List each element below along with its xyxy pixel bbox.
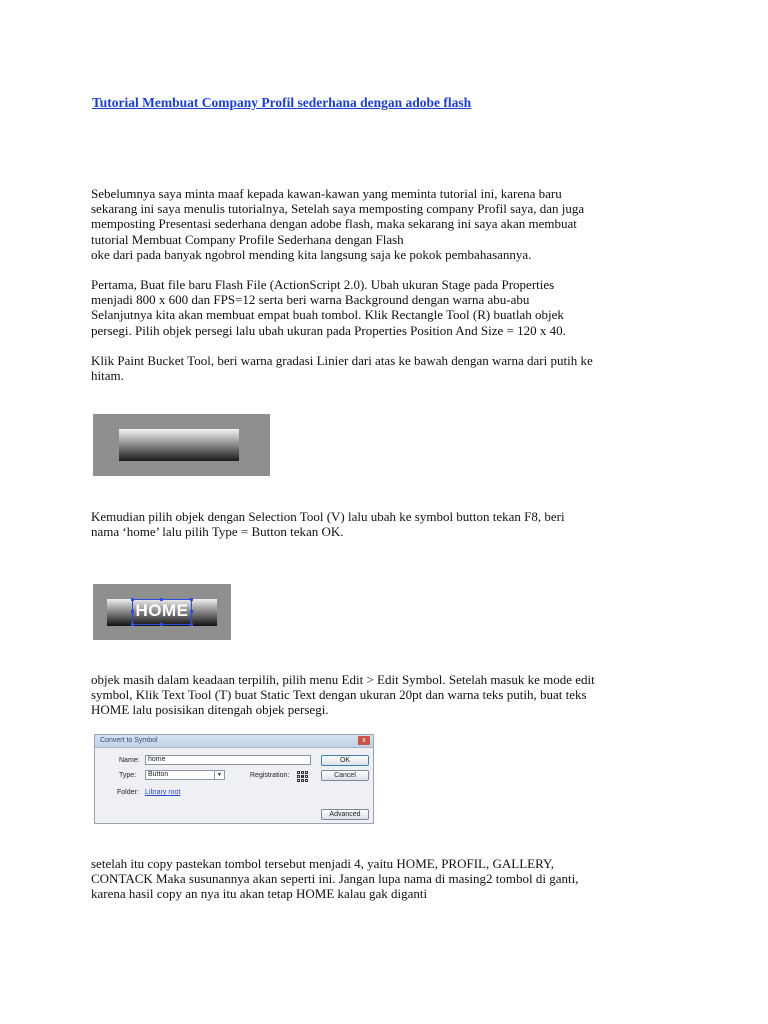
- text-line: symbol, Klik Text Tool (T) buat Static Text dengan ukuran 20pt dan warna teks putih, buat teks: [91, 687, 587, 703]
- cancel-button[interactable]: Cancel: [321, 770, 369, 781]
- selection-box: [132, 599, 192, 625]
- text-line: Klik Paint Bucket Tool, beri warna gradasi Linier dari atas ke bawah dengan warna dari putih ke: [91, 353, 593, 368]
- text-line: CONTACK Maka susunannya akan seperti ini. Jangan lupa nama di masing2 tombol di ganti,: [91, 871, 579, 887]
- advanced-button[interactable]: Advanced: [321, 809, 369, 820]
- text-line: objek masih dalam keadaan terpilih, pilih menu Edit > Edit Symbol. Setelah masuk ke mode edit: [91, 672, 595, 687]
- close-icon[interactable]: x: [358, 736, 370, 745]
- text-line: sekarang ini saya menulis tutorialnya, Setelah saya memposting company Profil saya, dan juga: [91, 201, 585, 217]
- text-line: karena hasil copy an nya itu akan tetap HOME kalau gak diganti: [91, 886, 428, 902]
- text-line: setelah itu copy pastekan tombol tersebut menjadi 4, yaitu HOME, PROFIL, GALLERY,: [91, 856, 555, 871]
- text-line: oke dari pada banyak ngobrol mending kita langsung saja ke pokok pembahasannya.: [91, 246, 532, 262]
- step3-paragraph: [91, 509, 691, 539]
- intro-paragraph: [91, 186, 691, 262]
- text-line: hitam.: [91, 368, 124, 384]
- name-input[interactable]: home: [145, 755, 311, 765]
- convert-to-symbol-dialog: [94, 734, 374, 824]
- type-select[interactable]: [145, 770, 225, 780]
- text-line: memposting Presentasi sederhana dengan adobe flash, maka sekarang ini saya akan membuat: [91, 216, 577, 232]
- article-title[interactable]: Tutorial Membuat Company Profil sederhana dengan adobe flash: [92, 95, 472, 110]
- step5-paragraph: [91, 856, 691, 902]
- text-line: nama ‘home’ lalu pilih Type = Button tekan OK.: [91, 524, 344, 540]
- step2-paragraph: [91, 353, 691, 383]
- type-select-value: Button: [148, 771, 169, 778]
- text-line: Selanjutnya kita akan membuat empat buah tombol. Klik Rectangle Tool (R) buatlah objek: [91, 307, 564, 323]
- text-line: persegi. Pilih objek persegi lalu ubah ukuran pada Properties Position And Size = 120 x 40.: [91, 322, 566, 338]
- step4-paragraph: [91, 672, 691, 718]
- home-button-image: [93, 584, 231, 640]
- type-label: Type:: [119, 772, 137, 779]
- folder-label: Folder:: [117, 789, 139, 796]
- text-line: Sebelumnya saya minta maaf kepada kawan-kawan yang meminta tutorial ini, karena baru: [91, 186, 562, 201]
- dialog-titlebar: [95, 735, 373, 748]
- text-line: Kemudian pilih objek dengan Selection Tool (V) lalu ubah ke symbol button tekan F8, beri: [91, 509, 565, 524]
- text-line: menjadi 800 x 600 dan FPS=12 serta beri warna Background dengan warna abu-abu: [91, 292, 530, 308]
- text-line: Pertama, Buat file baru Flash File (ActionScript 2.0). Ubah ukuran Stage pada Properties: [91, 277, 555, 292]
- dialog-title: Convert to Symbol: [100, 737, 158, 744]
- registration-grid-icon[interactable]: [297, 771, 309, 783]
- home-button-label: HOME: [135, 601, 189, 620]
- gradient-rectangle: [119, 429, 239, 461]
- name-label: Name:: [119, 757, 140, 764]
- text-line: HOME lalu posisikan ditengah objek persegi.: [91, 702, 329, 718]
- folder-link[interactable]: Library root: [145, 789, 181, 796]
- registration-label: Registration:: [250, 772, 290, 779]
- gradient-rectangle-image: [93, 414, 270, 476]
- chevron-down-icon: ▼: [214, 771, 224, 779]
- text-line: tutorial Membuat Company Profile Sederhana dengan Flash: [91, 231, 404, 247]
- step1-paragraph: [91, 277, 691, 338]
- ok-button[interactable]: OK: [321, 755, 369, 766]
